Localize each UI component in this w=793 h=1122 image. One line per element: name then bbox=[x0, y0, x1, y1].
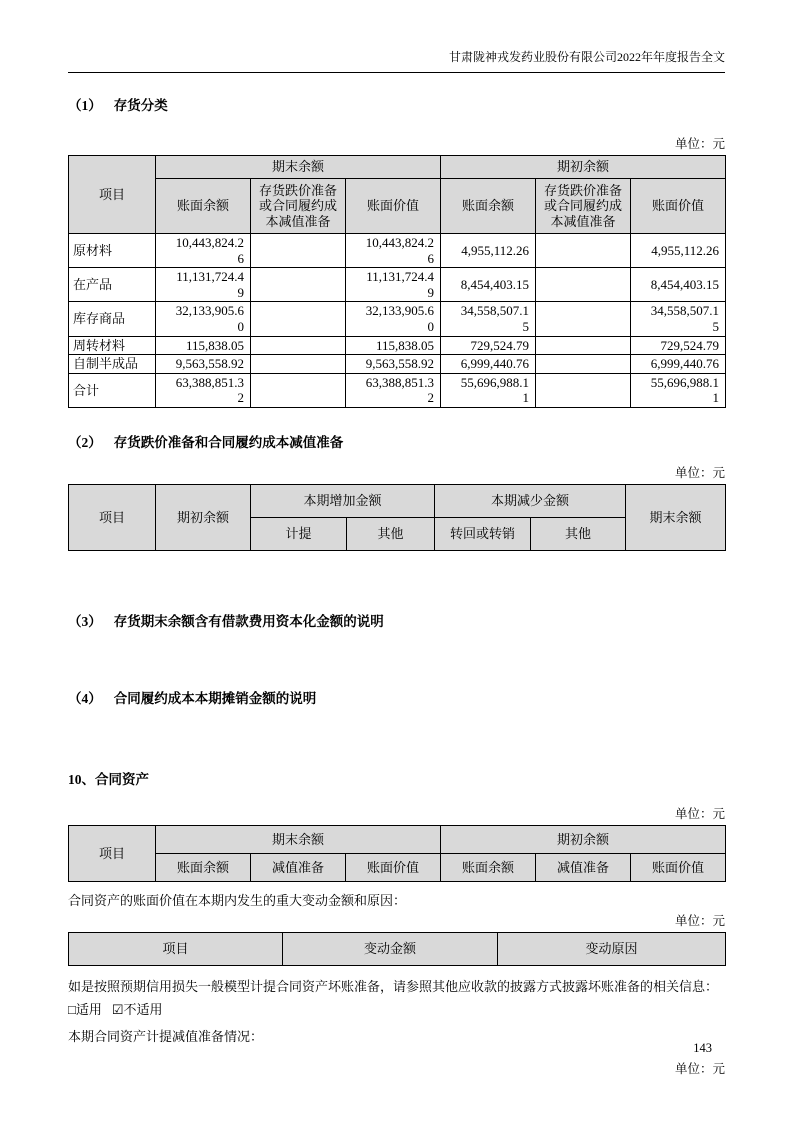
header-cell-book-balance: 账面余额 bbox=[441, 853, 536, 881]
table-header-row bbox=[69, 932, 726, 965]
header-cell-ending-balance: 期末余额 bbox=[156, 825, 441, 853]
provision-table bbox=[68, 484, 726, 551]
header-cell-item: 项目 bbox=[69, 156, 156, 234]
header-cell-provision: 存货跌价准备或合同履约成本减值准备 bbox=[536, 179, 631, 234]
note-ecl-disclosure: 如是按照预期信用损失一般模型计提合同资产坏账准备，请参照其他应收款的披露方式披露坏账准备的相关信息： bbox=[68, 978, 719, 994]
inventory-table bbox=[68, 155, 726, 408]
header-cell-increase-group: 本期增加金额 bbox=[251, 484, 435, 517]
header-cell-impairment: 减值准备 bbox=[251, 853, 346, 881]
value-cell bbox=[251, 234, 346, 268]
table-row bbox=[69, 234, 726, 268]
unit-label: 单位：元 bbox=[674, 1061, 725, 1076]
value-cell: 10,443,824.26 bbox=[346, 234, 441, 268]
header-cell-ending-balance: 期末余额 bbox=[156, 156, 441, 179]
unit-label: 单位：元 bbox=[674, 913, 725, 928]
section-title: 存货期末余额含有借款费用资本化金额的说明 bbox=[113, 613, 384, 629]
value-cell: 63,388,851.32 bbox=[346, 373, 441, 407]
value-cell: 9,563,558.92 bbox=[156, 355, 251, 374]
header-cell-reversal: 转回或转销 bbox=[435, 517, 531, 550]
header-cell-book-value: 账面价值 bbox=[631, 853, 726, 881]
table-row-total bbox=[69, 373, 726, 407]
row-label: 库存商品 bbox=[69, 302, 156, 336]
value-cell: 11,131,724.49 bbox=[346, 268, 441, 302]
checkbox-not-applicable: ☑不适用 bbox=[111, 1001, 163, 1017]
header-cell-book-balance: 账面余额 bbox=[156, 179, 251, 234]
contract-asset-table bbox=[68, 825, 726, 882]
checkbox-applicable: □适用 bbox=[68, 1001, 102, 1017]
section-heading-4 bbox=[68, 690, 725, 707]
section-heading-10 bbox=[68, 771, 725, 788]
applicability-row bbox=[68, 1001, 725, 1018]
section-number: （3） bbox=[68, 613, 102, 629]
header-cell-impairment: 减值准备 bbox=[536, 853, 631, 881]
value-cell: 11,131,724.49 bbox=[156, 268, 251, 302]
header-cell-ending-balance: 期末余额 bbox=[626, 484, 726, 550]
table-header-row bbox=[69, 825, 726, 853]
value-cell bbox=[251, 373, 346, 407]
value-cell bbox=[536, 355, 631, 374]
row-label: 周转材料 bbox=[69, 336, 156, 355]
header-cell-provision: 存货跌价准备或合同履约成本减值准备 bbox=[251, 179, 346, 234]
table-subheader-row bbox=[69, 853, 726, 881]
header-cell-accrual: 计提 bbox=[251, 517, 347, 550]
unit-label: 单位：元 bbox=[674, 465, 725, 480]
header-cell-item: 项目 bbox=[69, 484, 156, 550]
value-cell: 55,696,988.11 bbox=[441, 373, 536, 407]
table-row bbox=[69, 268, 726, 302]
header-cell-beginning-balance: 期初余额 bbox=[156, 484, 251, 550]
value-cell: 34,558,507.15 bbox=[631, 302, 726, 336]
header-cell-beginning-balance: 期初余额 bbox=[441, 825, 726, 853]
value-cell bbox=[251, 355, 346, 374]
row-label: 在产品 bbox=[69, 268, 156, 302]
value-cell: 729,524.79 bbox=[441, 336, 536, 355]
report-header-title: 甘肃陇神戎发药业股份有限公司2022年年度报告全文 bbox=[68, 50, 725, 73]
section-title: 合同履约成本本期摊销金额的说明 bbox=[113, 690, 317, 706]
value-cell bbox=[536, 373, 631, 407]
header-cell-book-value: 账面价值 bbox=[346, 853, 441, 881]
value-cell: 8,454,403.15 bbox=[441, 268, 536, 302]
value-cell bbox=[251, 302, 346, 336]
section-number: （1） bbox=[68, 98, 102, 113]
value-cell bbox=[536, 336, 631, 355]
table-row bbox=[69, 336, 726, 355]
table-header-row bbox=[69, 156, 726, 179]
value-cell: 63,388,851.32 bbox=[156, 373, 251, 407]
section-title: 存货跌价准备和合同履约成本减值准备 bbox=[113, 434, 344, 450]
value-cell: 55,696,988.11 bbox=[631, 373, 726, 407]
table-subheader-row bbox=[69, 179, 726, 234]
note-provision-status: 本期合同资产计提减值准备情况： bbox=[68, 1028, 264, 1044]
value-cell: 32,133,905.60 bbox=[156, 302, 251, 336]
header-cell-other: 其他 bbox=[531, 517, 626, 550]
value-cell: 6,999,440.76 bbox=[441, 355, 536, 374]
header-cell-item: 项目 bbox=[69, 932, 283, 965]
section-heading-1 bbox=[68, 97, 725, 114]
section-title: 存货分类 bbox=[113, 98, 168, 113]
unit-label: 单位：元 bbox=[674, 806, 725, 821]
header-cell-decrease-group: 本期减少金额 bbox=[435, 484, 626, 517]
section-heading-2 bbox=[68, 434, 725, 451]
value-cell: 4,955,112.26 bbox=[631, 234, 726, 268]
change-table bbox=[68, 932, 726, 966]
header-cell-beginning-balance: 期初余额 bbox=[441, 156, 726, 179]
value-cell bbox=[536, 234, 631, 268]
header-cell-item: 项目 bbox=[69, 825, 156, 881]
value-cell: 10,443,824.26 bbox=[156, 234, 251, 268]
value-cell: 115,838.05 bbox=[156, 336, 251, 355]
section-number: （4） bbox=[68, 690, 102, 706]
section-title: 10、合同资产 bbox=[68, 771, 149, 787]
value-cell: 32,133,905.60 bbox=[346, 302, 441, 336]
value-cell: 6,999,440.76 bbox=[631, 355, 726, 374]
header-cell-change-amount: 变动金额 bbox=[283, 932, 498, 965]
note-change-reason: 合同资产的账面价值在本期内发生的重大变动金额和原因： bbox=[68, 892, 407, 908]
section-heading-3 bbox=[68, 613, 725, 630]
table-row bbox=[69, 302, 726, 336]
table-header-row bbox=[69, 484, 726, 517]
unit-label: 单位：元 bbox=[674, 137, 725, 151]
value-cell bbox=[251, 268, 346, 302]
header-cell-change-reason: 变动原因 bbox=[498, 932, 726, 965]
value-cell: 9,563,558.92 bbox=[346, 355, 441, 374]
header-cell-book-value: 账面价值 bbox=[631, 179, 726, 234]
page-number: 143 bbox=[693, 1041, 712, 1055]
value-cell: 8,454,403.15 bbox=[631, 268, 726, 302]
value-cell bbox=[251, 336, 346, 355]
header-cell-other: 其他 bbox=[347, 517, 435, 550]
row-label: 原材料 bbox=[69, 234, 156, 268]
value-cell: 34,558,507.15 bbox=[441, 302, 536, 336]
value-cell: 115,838.05 bbox=[346, 336, 441, 355]
value-cell: 4,955,112.26 bbox=[441, 234, 536, 268]
row-label: 自制半成品 bbox=[69, 355, 156, 374]
header-cell-book-balance: 账面余额 bbox=[441, 179, 536, 234]
section-number: （2） bbox=[68, 434, 102, 450]
value-cell bbox=[536, 302, 631, 336]
value-cell bbox=[536, 268, 631, 302]
value-cell: 729,524.79 bbox=[631, 336, 726, 355]
table-row bbox=[69, 355, 726, 374]
row-label: 合计 bbox=[69, 373, 156, 407]
header-cell-book-balance: 账面余额 bbox=[156, 853, 251, 881]
header-cell-book-value: 账面价值 bbox=[346, 179, 441, 234]
